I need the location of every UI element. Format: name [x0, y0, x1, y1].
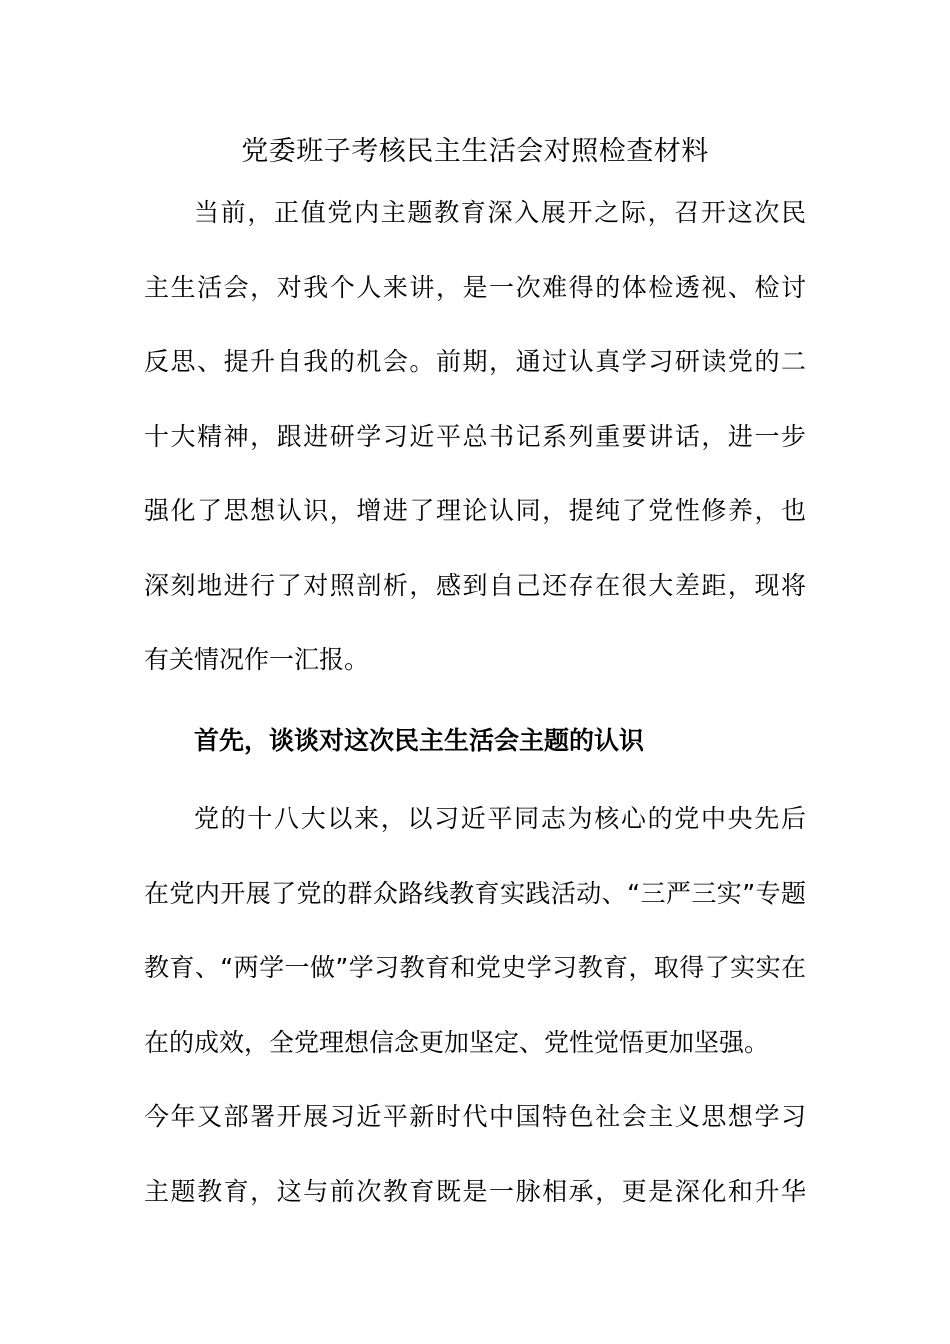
paragraph-line: 深刻地进行了对照剖析，感到自己还存在很大差距，现将 [144, 570, 806, 600]
paragraph-line: 在党内开展了党的群众路线教育实践活动、“三严三实”专题 [144, 878, 806, 908]
paragraph-intro [144, 176, 806, 698]
paragraph-line: 强化了思想认识，增进了理论认同，提纯了党性修养，也 [144, 496, 806, 525]
paragraph-line: 当前，正值党内主题教育深入展开之际，召开这次民 [194, 198, 806, 227]
paragraph-theme [144, 782, 806, 1229]
section-heading: 首先，谈谈对这次民主生活会主题的认识 [194, 726, 645, 755]
paragraph-line: 党的十八大以来，以习近平同志为核心的党中央先后 [194, 804, 806, 833]
paragraph-line: 有关情况作一汇报。 [144, 645, 370, 674]
paragraph-line: 十大精神，跟进研学习近平总书记系列重要讲话，进一步 [144, 421, 806, 451]
paragraph-line: 教育、“两学一做”学习教育和党史学习教育，取得了实实在 [144, 953, 806, 982]
document-title: 党委班子考核民主生活会对照检查材料 [241, 136, 709, 167]
paragraph-line: 在的成效，全党理想信念更加坚定、党性觉悟更加坚强。 [144, 1027, 770, 1057]
paragraph-line: 主题教育，这与前次教育既是一脉相承，更是深化和升华 [144, 1176, 806, 1206]
paragraph-line: 主生活会，对我个人来讲，是一次难得的体检透视、检讨 [144, 272, 806, 302]
paragraph-line: 今年又部署开展习近平新时代中国特色社会主义思想学习 [144, 1102, 806, 1131]
paragraph-line: 反思、提升自我的机会。前期，通过认真学习研读党的二 [144, 347, 806, 376]
